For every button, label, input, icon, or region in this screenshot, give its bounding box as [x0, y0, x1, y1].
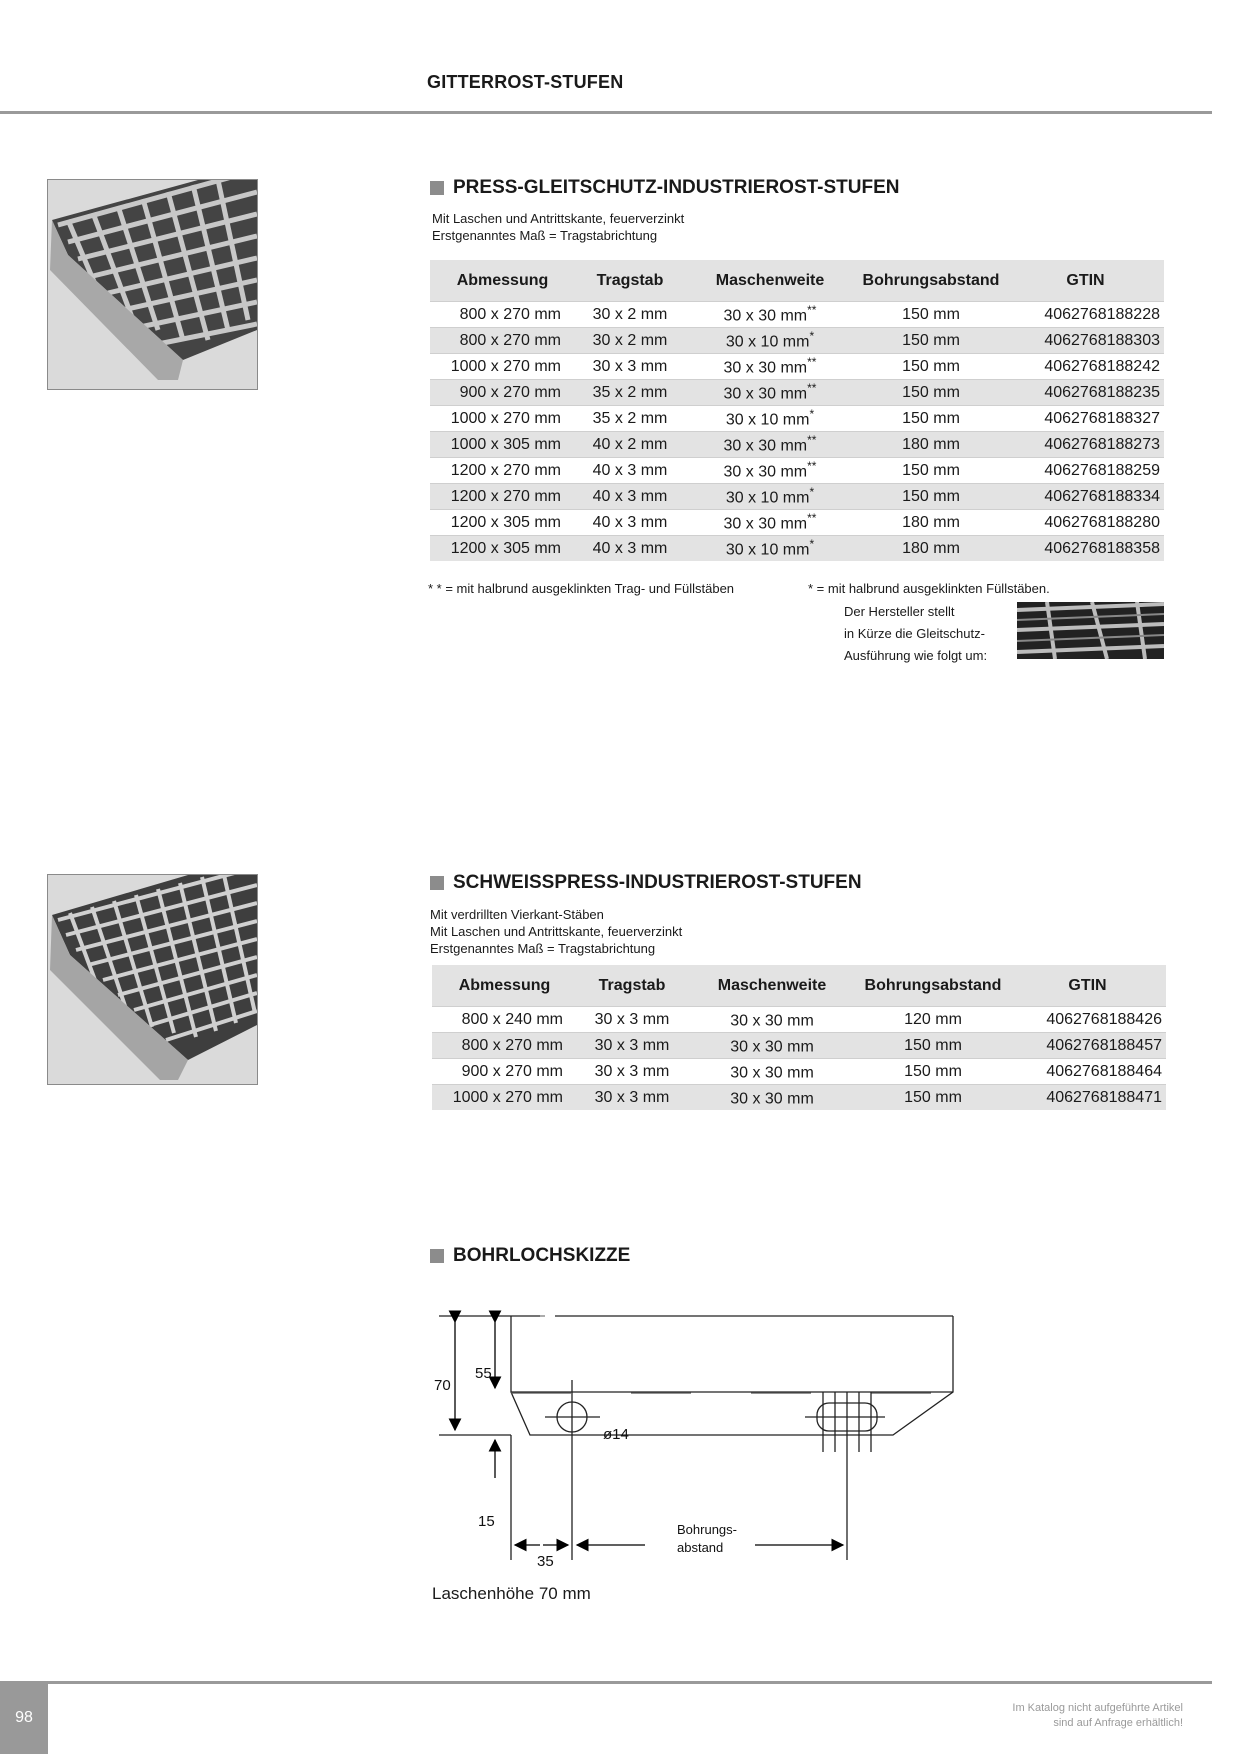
table-cell: 1000 x 305 mm: [430, 432, 575, 458]
table-cell: 1000 x 270 mm: [430, 354, 575, 380]
column-header-maschenweite: Maschenweite: [687, 965, 857, 1007]
footnote-marker: **: [807, 511, 817, 526]
table-cell: 150 mm: [857, 1033, 1009, 1059]
dimension-15-label: 15: [478, 1513, 495, 1530]
table-cell: 150 mm: [855, 484, 1007, 510]
section-subtitle-press: Mit Laschen und Antrittskante, feuerverzinkt Erstgenanntes Maß = Tragstabrichtung: [432, 211, 685, 243]
manufacturer-note: Der Hersteller stellt in Kürze die Gleitschutz- Ausführung wie folgt um:: [844, 604, 988, 663]
hole-diameter-label: ø14: [603, 1426, 629, 1443]
table-cell: 30 x 2 mm: [575, 302, 685, 328]
table-cell: 4062768188259: [1007, 458, 1164, 484]
footnote-marker: *: [809, 407, 815, 422]
section-title-drilling: BOHRLOCHSKIZZE: [430, 1245, 630, 1267]
table-cell: 800 x 270 mm: [430, 302, 575, 328]
table-cell: 150 mm: [855, 354, 1007, 380]
table-cell: 1200 x 305 mm: [430, 536, 575, 562]
table-cell: 4062768188426: [1009, 1007, 1166, 1033]
table-cell: 30 x 3 mm: [577, 1033, 687, 1059]
table-row: [430, 406, 1164, 432]
table-cell: 4062768188471: [1009, 1085, 1166, 1111]
table-row: [432, 1007, 1166, 1033]
table-cell: 30 x 3 mm: [577, 1007, 687, 1033]
table-cell: 30 x 10 mm*: [685, 484, 855, 510]
table-cell: 4062768188327: [1007, 406, 1164, 432]
page-number: 98: [0, 1681, 48, 1754]
column-header-bohrungsabstand: Bohrungsabstand: [857, 965, 1009, 1007]
table-row: [430, 328, 1164, 354]
table-cell: 30 x 10 mm*: [685, 536, 855, 562]
square-bullet-icon: [430, 1249, 444, 1263]
table-cell: 4062768188358: [1007, 536, 1164, 562]
table-cell: 4062768188273: [1007, 432, 1164, 458]
table-cell: 30 x 30 mm: [687, 1059, 857, 1085]
table-cell: 30 x 30 mm**: [685, 380, 855, 406]
table-row: [430, 432, 1164, 458]
table-cell: 30 x 30 mm**: [685, 510, 855, 536]
table-cell: 800 x 270 mm: [430, 328, 575, 354]
column-header-abmessung: Abmessung: [432, 965, 577, 1007]
section-title-welded: SCHWEISSPRESS-INDUSTRIEROST-STUFEN: [430, 872, 862, 894]
table-cell: 30 x 30 mm**: [685, 302, 855, 328]
square-bullet-icon: [430, 181, 444, 195]
table-cell: 4062768188228: [1007, 302, 1164, 328]
table-cell: 30 x 3 mm: [577, 1059, 687, 1085]
footer-rule: [0, 1681, 1212, 1684]
table-cell: 40 x 3 mm: [575, 510, 685, 536]
table-cell: 4062768188464: [1009, 1059, 1166, 1085]
table-cell: 800 x 240 mm: [432, 1007, 577, 1033]
table-cell: 40 x 3 mm: [575, 536, 685, 562]
table-cell: 30 x 30 mm: [687, 1007, 857, 1033]
table-cell: 900 x 270 mm: [430, 380, 575, 406]
table-cell: 1200 x 270 mm: [430, 484, 575, 510]
table-cell: 30 x 2 mm: [575, 328, 685, 354]
table-cell: 30 x 30 mm**: [685, 458, 855, 484]
section-title-press: PRESS-GLEITSCHUTZ-INDUSTRIEROST-STUFEN: [430, 177, 900, 199]
footnote-double-star: * * = mit halbrund ausgeklinkten Trag- und Füllstäben: [428, 581, 735, 596]
diagram-caption: Laschenhöhe 70 mm: [432, 1584, 591, 1603]
page-header-title: GITTERROST-STUFEN: [427, 72, 624, 92]
footnote-marker: **: [807, 459, 817, 474]
column-header-tragstab: Tragstab: [577, 965, 687, 1007]
table-row: [430, 380, 1164, 406]
column-header-maschenweite: Maschenweite: [685, 260, 855, 302]
table-cell: 1200 x 305 mm: [430, 510, 575, 536]
table-cell: 800 x 270 mm: [432, 1033, 577, 1059]
table-row: [430, 302, 1164, 328]
table-cell: 30 x 10 mm*: [685, 328, 855, 354]
header-rule: [0, 111, 1212, 114]
dimension-35-label: 35: [537, 1553, 554, 1570]
table-cell: 900 x 270 mm: [432, 1059, 577, 1085]
table-cell: 150 mm: [857, 1085, 1009, 1111]
table-cell: 35 x 2 mm: [575, 406, 685, 432]
table-row: [432, 1085, 1166, 1111]
column-header-gtin: GTIN: [1009, 965, 1166, 1007]
table-row: [430, 484, 1164, 510]
table-cell: 4062768188457: [1009, 1033, 1166, 1059]
column-header-abmessung: Abmessung: [430, 260, 575, 302]
drilling-diagram: [425, 1300, 965, 1580]
table-cell: 40 x 2 mm: [575, 432, 685, 458]
table-cell: 1000 x 270 mm: [430, 406, 575, 432]
table-row: [432, 1033, 1166, 1059]
table-cell: 1200 x 270 mm: [430, 458, 575, 484]
table-cell: 180 mm: [855, 432, 1007, 458]
table-row: [430, 510, 1164, 536]
product-photo-welded-step: [47, 874, 258, 1085]
section-subtitle-welded: Mit verdrillten Vierkant-Stäben Mit Laschen und Antrittskante, feuerverzinkt Erstgenanntes Maß = Tragstabrichtung: [430, 907, 683, 956]
product-photo-press-step: [47, 179, 258, 390]
footnote-marker: *: [809, 329, 815, 344]
column-header-tragstab: Tragstab: [575, 260, 685, 302]
table-cell: 30 x 3 mm: [575, 354, 685, 380]
table-cell: 30 x 30 mm: [687, 1033, 857, 1059]
table-cell: 150 mm: [855, 380, 1007, 406]
bohrungsabstand-label-1: Bohrungs-: [677, 1522, 737, 1537]
table-cell: 150 mm: [857, 1059, 1009, 1085]
footnote-marker: *: [809, 537, 815, 552]
footnote-marker: **: [807, 303, 817, 318]
spec-table-welded: [432, 965, 1166, 1110]
table-cell: 180 mm: [855, 510, 1007, 536]
footnote-marker: **: [807, 355, 817, 370]
table-cell: 180 mm: [855, 536, 1007, 562]
table-cell: 30 x 3 mm: [577, 1085, 687, 1111]
table-cell: 4062768188303: [1007, 328, 1164, 354]
table-cell: 150 mm: [855, 302, 1007, 328]
footnote-marker: **: [807, 381, 817, 396]
grating-sample-photo: [1017, 602, 1164, 659]
column-header-gtin: GTIN: [1007, 260, 1164, 302]
table-cell: 4062768188235: [1007, 380, 1164, 406]
footnote-single-star: * = mit halbrund ausgeklinkten Füllstäben.: [808, 581, 1050, 596]
footer-note: Im Katalog nicht aufgeführte Artikel sind auf Anfrage erhältlich!: [1012, 1702, 1183, 1729]
column-header-bohrungsabstand: Bohrungsabstand: [855, 260, 1007, 302]
spec-table-press: [430, 260, 1164, 561]
table-cell: 4062768188280: [1007, 510, 1164, 536]
table-cell: 40 x 3 mm: [575, 458, 685, 484]
dimension-55-label: 55: [475, 1365, 492, 1382]
table-row: [430, 354, 1164, 380]
table-cell: 40 x 3 mm: [575, 484, 685, 510]
dimension-70-label: 70: [434, 1377, 451, 1394]
table-cell: 35 x 2 mm: [575, 380, 685, 406]
table-row: [430, 458, 1164, 484]
footnote-marker: **: [807, 433, 817, 448]
table-cell: 1000 x 270 mm: [432, 1085, 577, 1111]
bohrungsabstand-label-2: abstand: [677, 1540, 724, 1555]
table-cell: 150 mm: [855, 458, 1007, 484]
table-cell: 4062768188334: [1007, 484, 1164, 510]
table-cell: 120 mm: [857, 1007, 1009, 1033]
table-cell: 30 x 10 mm*: [685, 406, 855, 432]
square-bullet-icon: [430, 876, 444, 890]
table-row: [432, 1059, 1166, 1085]
table-cell: 4062768188242: [1007, 354, 1164, 380]
footnote-marker: *: [809, 485, 815, 500]
table-cell: 30 x 30 mm**: [685, 432, 855, 458]
table-cell: 150 mm: [855, 328, 1007, 354]
table-row: [430, 536, 1164, 562]
table-cell: 30 x 30 mm**: [685, 354, 855, 380]
table-cell: 150 mm: [855, 406, 1007, 432]
table-cell: 30 x 30 mm: [687, 1085, 857, 1111]
